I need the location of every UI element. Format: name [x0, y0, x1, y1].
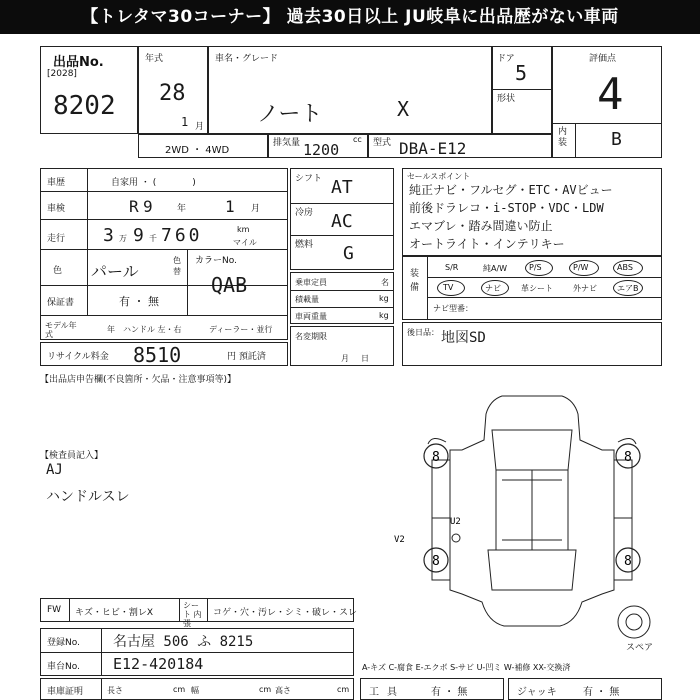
score-label: 評価点 — [589, 54, 617, 64]
name-change-unit: 月日 — [341, 354, 381, 363]
cert-width: 幅 — [191, 686, 199, 695]
color-code: QAB — [211, 273, 248, 297]
chassis-label: 車台No. — [47, 662, 80, 672]
displacement-value: 1200 — [303, 141, 340, 159]
tire-rl: 8 — [432, 554, 440, 569]
sales-point-line-3: エマブレ・踏み間違い防止 — [409, 219, 553, 233]
equip-pw: P/W — [573, 263, 589, 272]
cert-label: 車庫証明 — [47, 687, 84, 697]
model-code-value: DBA-E12 — [399, 139, 467, 158]
equip-ps: P/S — [529, 263, 542, 272]
lot-label: 出品No. — [53, 55, 104, 70]
dealer-options: ディーラー・並行 — [209, 325, 273, 334]
doors-box — [492, 46, 552, 134]
recycle-box — [40, 342, 288, 366]
fuel-value: G — [343, 243, 354, 264]
score-box — [552, 46, 662, 158]
equip-aw: 純A/W — [483, 264, 508, 273]
doors-label: ドア — [497, 54, 515, 64]
equip-sr: S/R — [445, 263, 459, 272]
score-value: 4 — [597, 69, 624, 120]
garage-cert-box — [40, 678, 354, 700]
jack-value: 有 ・ 無 — [583, 687, 620, 698]
mileage-unit-mile: マイル — [233, 238, 257, 247]
equip-tv: TV — [443, 283, 454, 292]
aftermarket-label: 後日品： — [407, 328, 439, 337]
tools-box — [360, 678, 504, 700]
car-damage-diagram — [392, 390, 672, 630]
mark-u2: U2 — [450, 517, 461, 527]
color-repaint: 色替 — [173, 256, 181, 276]
tire-rr: 8 — [624, 554, 632, 569]
lot-box — [40, 46, 138, 134]
fuel-label: 燃料 — [295, 240, 314, 250]
drive-box — [138, 134, 268, 158]
equip-abs: ABS — [617, 263, 633, 272]
equipment-box — [402, 256, 662, 320]
inspector-line-2: ハンドルスレ — [46, 489, 130, 505]
color-code-label: カラーNo. — [195, 256, 237, 266]
drive-value: 2WD ・ 4WD — [165, 145, 230, 156]
displacement-label: 排気量 — [273, 138, 301, 148]
cert-length: 長さ — [107, 686, 123, 695]
model-code-label: 型式 — [373, 138, 392, 148]
cert-height: 高さ — [275, 686, 291, 695]
model-name-value: ノート — [257, 102, 323, 127]
spare-label: スペア — [626, 643, 654, 653]
sales-points-box — [402, 168, 662, 256]
inspection-year: 9 — [143, 197, 153, 216]
chassis-value: E12-420184 — [113, 655, 204, 673]
recycle-label: リサイクル料金 — [47, 352, 109, 362]
mileage-u2: 千 — [149, 234, 157, 243]
tire-fl: 8 — [432, 450, 440, 465]
fw-label: FW — [47, 605, 62, 615]
spec-box — [290, 168, 394, 270]
load-unit: kg — [379, 294, 389, 303]
cert-width-unit: cm — [259, 685, 272, 694]
warranty-value: 有 ・ 無 — [119, 295, 159, 308]
seat-items: コゲ・穴・汚レ・シミ・破レ・スレ — [213, 608, 358, 618]
mileage-unit-km: km — [237, 225, 250, 234]
declaration-label: 【出品店申告欄(不良箇所・欠品・注意事項等)】 — [40, 375, 237, 385]
displacement-unit: cc — [353, 135, 362, 144]
doors-value: 5 — [515, 61, 528, 85]
registration-box — [40, 628, 354, 676]
registration-label: 登録No. — [47, 638, 80, 648]
navi-model-label: ナビ型番： — [433, 304, 473, 313]
ac-label: 冷房 — [295, 208, 314, 218]
interior-label: 内装 — [558, 127, 568, 148]
sales-point-line-2: 前後ドラレコ・i-STOP・VDC・LDW — [409, 201, 604, 215]
sales-point-line-1: 純正ナビ・フルセグ・ETC・AVビュー — [409, 183, 613, 197]
tools-value: 有 ・ 無 — [431, 687, 468, 698]
fw-items: キズ・ヒビ・割レX — [75, 608, 153, 618]
capacity-box — [290, 272, 394, 324]
shape-label: 形状 — [497, 94, 516, 104]
equipment-label: 装備 — [410, 269, 420, 293]
seat-label: シート 内張 — [183, 601, 202, 628]
mileage-d1: 3 — [103, 225, 114, 246]
color-value: パール — [91, 262, 139, 281]
spare-tire-icon — [616, 604, 652, 640]
weight-unit: kg — [379, 311, 389, 320]
registration-value: 名古屋 506 ふ 8215 — [113, 634, 254, 650]
equip-navi: ナビ — [485, 284, 501, 293]
year-month-unit: 月 — [195, 122, 205, 132]
equip-leather: 革シート — [521, 284, 553, 293]
lot-number: 8202 — [53, 91, 116, 121]
cert-height-unit: cm — [337, 685, 350, 694]
cert-length-unit: cm — [173, 685, 186, 694]
handle-options: ハンドル 左・右 — [123, 325, 182, 334]
model-year-unit: 年 — [107, 325, 115, 334]
inspection-label: 車検 — [47, 204, 66, 214]
ac-value: AC — [331, 211, 353, 232]
name-change-box — [290, 326, 394, 366]
capacity-label: 乗車定員 — [295, 278, 327, 287]
history-label: 車歴 — [47, 178, 66, 188]
inspection-month-unit: 月 — [251, 204, 261, 214]
shift-label: シフト — [295, 174, 323, 184]
history-value: 自家用 ・ ( ) — [111, 178, 196, 188]
model-name-box — [208, 46, 492, 134]
banner-title: 【トレタマ30コーナー】 過去30日以上 JU岐阜に出品歴がない車両 — [0, 0, 700, 34]
info-grid — [40, 168, 288, 340]
jack-label: ジャッキ — [517, 687, 557, 698]
year-box — [138, 46, 208, 134]
recycle-value: 8510 — [133, 343, 182, 367]
sales-point-line-4: オートライト・インテリキー — [409, 237, 565, 251]
sales-points-label: セールスポイント — [407, 172, 471, 181]
interior-damage-row — [40, 598, 358, 628]
weight-label: 車両重量 — [295, 312, 327, 321]
mileage-rest: 760 — [161, 225, 203, 246]
displacement-box — [268, 134, 368, 158]
aftermarket-box — [402, 322, 662, 366]
name-change-label: 名変期限 — [295, 332, 327, 341]
model-grade: X — [397, 97, 410, 121]
inspection-year-unit: 年 — [177, 204, 187, 214]
year-label: 年式 — [145, 54, 164, 64]
jack-box — [508, 678, 662, 700]
mileage-d2: 9 — [133, 225, 144, 246]
model-code-box — [368, 134, 552, 158]
recycle-unit: 円 預託済 — [227, 352, 266, 362]
shift-value: AT — [331, 177, 353, 198]
aftermarket-value: 地図SD — [441, 330, 486, 346]
damage-legend: A-キズ C-腐食 E-エクボ S-サビ U-凹ミ W-補修 XX-交換済 — [362, 663, 571, 672]
year-month: 1 — [181, 115, 189, 129]
inspector-label: 【検査員記入】 — [40, 451, 104, 461]
equip-ext-navi: 外ナビ — [573, 284, 597, 293]
inspection-era: R — [129, 197, 139, 216]
color-label: 色 — [53, 266, 63, 276]
year-value: 28 — [159, 81, 186, 106]
tools-label: 工具 — [369, 687, 405, 698]
inspector-line-1: AJ — [46, 462, 63, 478]
inspection-month: 1 — [225, 197, 235, 216]
model-name-label: 車名・グレード — [215, 54, 279, 64]
load-label: 積載量 — [295, 295, 319, 304]
mark-v2: V2 — [394, 535, 405, 545]
mileage-label: 走行 — [47, 234, 66, 244]
mileage-u1: 万 — [119, 234, 127, 243]
capacity-unit: 名 — [381, 278, 389, 287]
lot-tag: [2028] — [47, 69, 77, 79]
model-year-label: モデル年式 — [45, 321, 77, 339]
interior-value: B — [611, 129, 622, 150]
tire-fr: 8 — [624, 450, 632, 465]
equip-airbag: エアB — [617, 284, 639, 293]
warranty-label: 保証書 — [47, 298, 75, 308]
